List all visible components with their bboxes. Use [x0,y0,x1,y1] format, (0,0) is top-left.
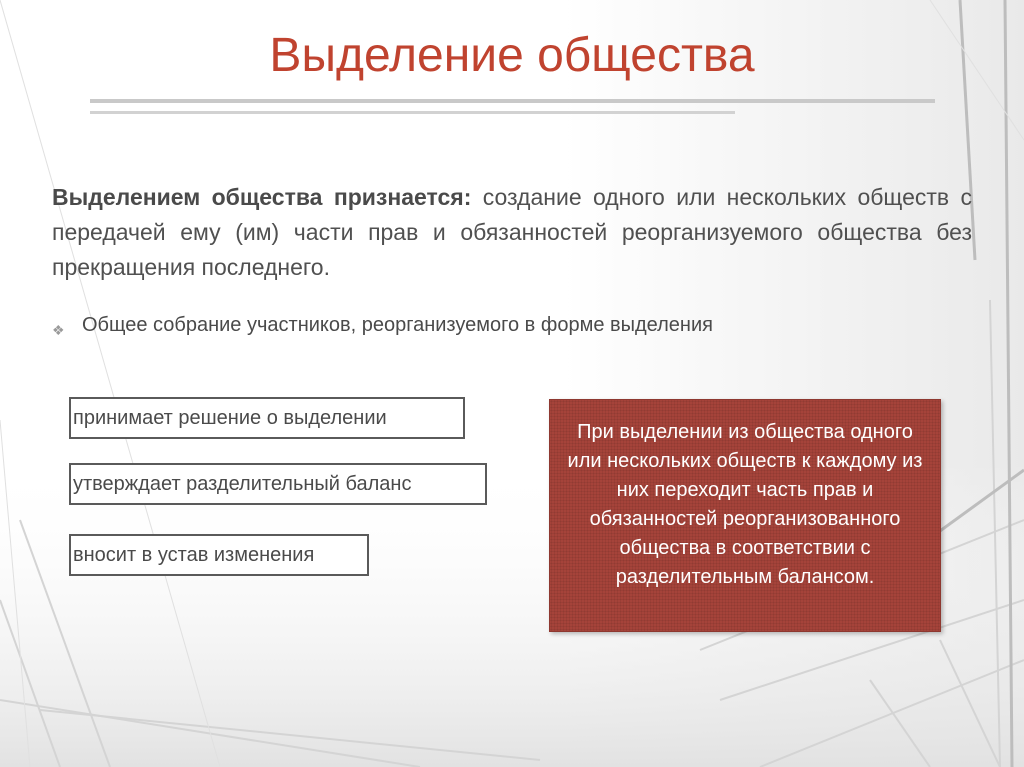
definition-paragraph [52,180,972,285]
note-callout: При выделении из общества одного или нескольких обществ к каждому из них переходит часть прав и обязанностей реорганизованного общества в соответствии с разделительным балансом. [549,399,941,632]
diamond-bullet-icon: ❖ [52,322,65,338]
action-box-decision: принимает решение о выделении [69,397,465,439]
title-divider-top [90,99,935,103]
slide-title: Выделение общества [269,29,755,82]
title-divider-bottom [90,111,735,114]
bullet-text: Общее собрание участников, реорганизуемого в форме выделения [82,314,713,336]
action-box-charter: вносит в устав изменения [69,534,369,576]
action-box-balance: утверждает разделительный баланс [69,463,487,505]
definition-text: создание одного или нескольких обществ с передачей ему (им) части прав и обязанностей реорганизуемого общества без прекращения последнего. [52,184,972,280]
definition-term: Выделением общества признается: [52,184,472,210]
